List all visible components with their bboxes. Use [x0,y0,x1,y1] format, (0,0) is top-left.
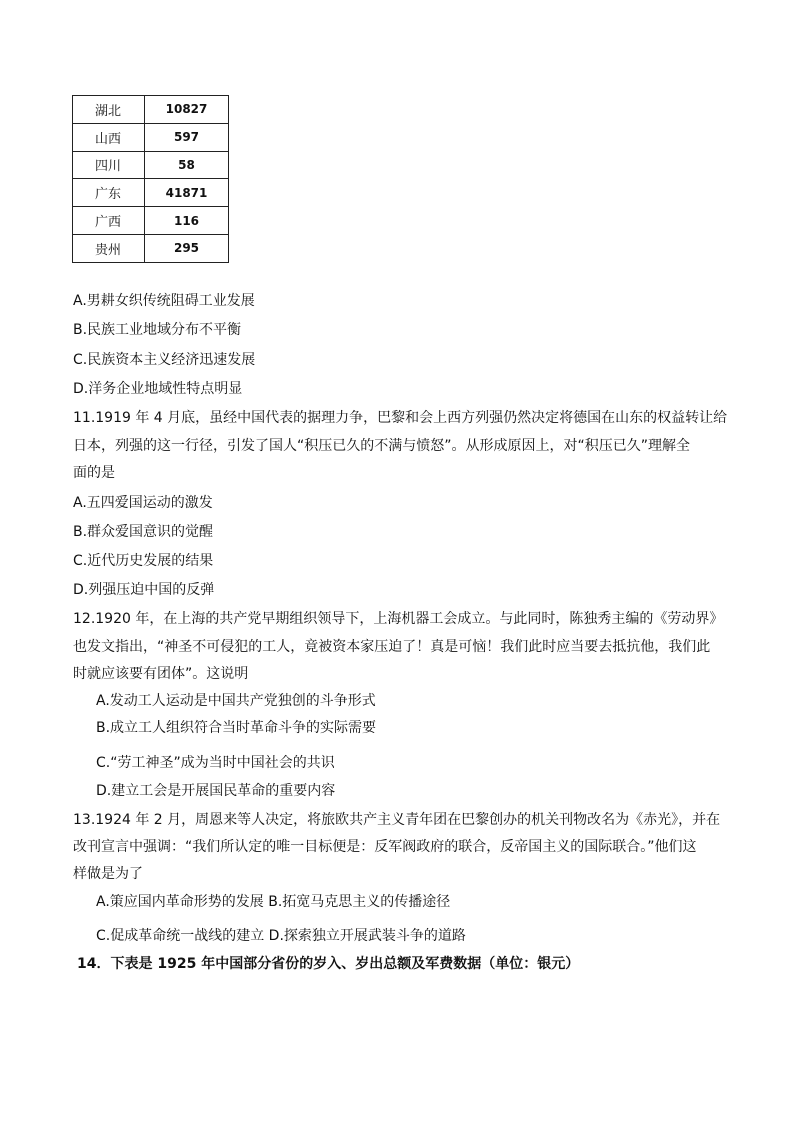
province-cell: 山西 [73,123,145,151]
q13-stem-line-3: 样做是为了 [73,866,143,882]
q11-option-b: B.群众爱国意识的觉醒 [73,524,214,540]
q12-option-c: C.“劳工神圣”成为当时中国社会的共识 [96,755,335,771]
q14-stem: 14．下表是 1925 年中国部分省份的岁入、岁出总额及军费数据（单位：银元） [77,956,580,972]
q13-stem-line-1: 13.1924 年 2 月，周恩来等人决定，将旅欧共产主义青年团在巴黎创办的机关刊物改名为《赤光》，并在 [73,812,721,828]
q11-stem-line-1: 11.1919 年 4 月底，虽经中国代表的据理力争，巴黎和会上西方列强仍然决定将德国在山东的权益转让给 [73,410,728,426]
q12-option-d: D.建立工会是开展国民革命的重要内容 [96,783,336,799]
q13-options-row-2: C.促成革命统一战线的建立 D.探索独立开展武装斗争的道路 [96,928,466,944]
value-cell: 597 [145,123,229,151]
q10-option-d: D.洋务企业地域性特点明显 [73,381,243,397]
table-row [73,123,229,151]
value-cell: 58 [145,151,229,179]
q11-option-a: A.五四爱国运动的激发 [73,495,213,511]
q10-option-a: A.男耕女织传统阻碍工业发展 [73,293,255,309]
q10-option-c: C.民族资本主义经济迅速发展 [73,352,256,368]
table-row [73,96,229,124]
value-cell: 41871 [145,179,229,207]
province-table [72,95,229,263]
q13-options-row-1: A.策应国内革命形势的发展 B.拓宽马克思主义的传播途径 [96,894,451,910]
q12-stem-line-1: 12.1920 年，在上海的共产党早期组织领导下，上海机器工会成立。与此同时，陈独秀主编的《劳动界》 [73,611,724,627]
q12-stem-line-3: 时就应该要有团体”。这说明 [73,666,249,682]
province-cell: 四川 [73,151,145,179]
value-cell: 295 [145,234,229,262]
table-row [73,207,229,235]
province-cell: 贵州 [73,234,145,262]
province-cell: 广西 [73,207,145,235]
value-cell: 116 [145,207,229,235]
q13-stem-line-2: 改刊宣言中强调：“我们所认定的唯一目标便是：反军阀政府的联合，反帝国主义的国际联合。”他们这 [73,839,697,855]
q10-option-b: B.民族工业地域分布不平衡 [73,322,242,338]
table-row [73,234,229,262]
q12-stem-line-2: 也发文指出，“神圣不可侵犯的工人，竟被资本家压迫了！真是可恼！我们此时应当要去抵抗他，我们此 [73,639,711,655]
province-cell: 广东 [73,179,145,207]
q12-option-a: A.发动工人运动是中国共产党独创的斗争形式 [96,693,376,709]
q12-option-b: B.成立工人组织符合当时革命斗争的实际需要 [96,720,377,736]
province-cell: 湖北 [73,96,145,124]
q11-stem-line-2: 日本，列强的这一行径，引发了国人“积压已久的不满与愤怒”。从形成原因上，对“积压已久”理解全 [73,438,691,454]
table-row [73,151,229,179]
table-row [73,179,229,207]
q11-option-d: D.列强压迫中国的反弹 [73,582,215,598]
q11-option-c: C.近代历史发展的结果 [73,553,214,569]
q11-stem-line-3: 面的是 [73,465,115,481]
value-cell: 10827 [145,96,229,124]
